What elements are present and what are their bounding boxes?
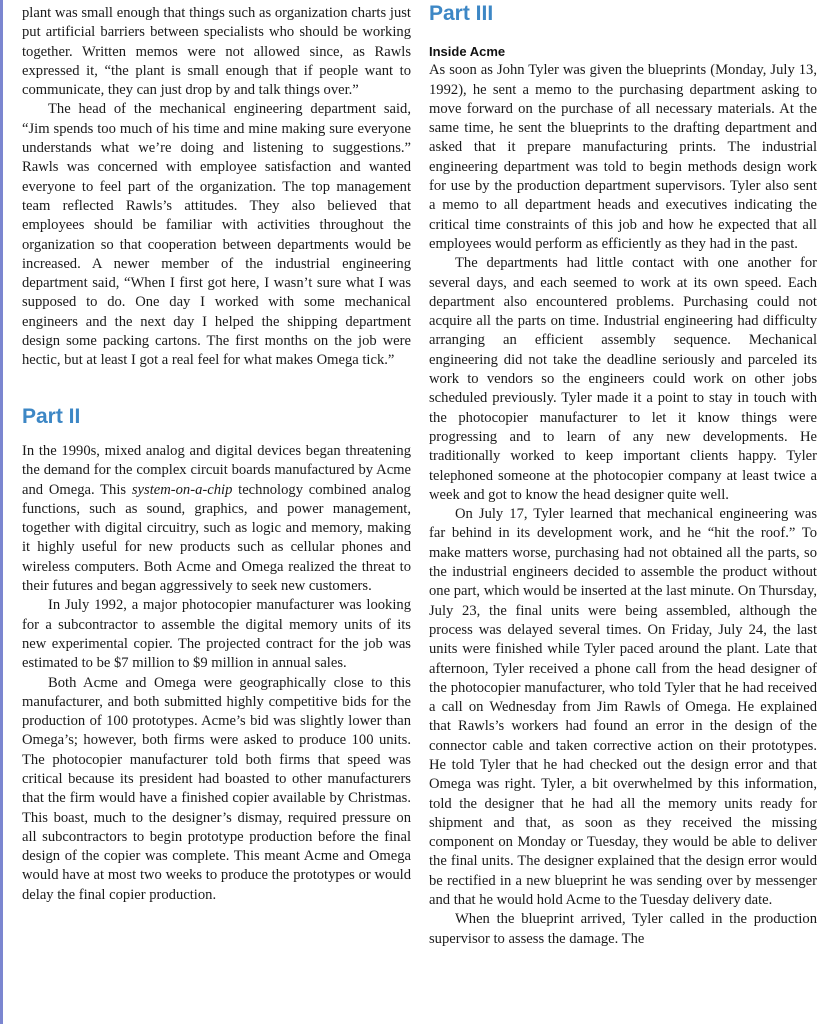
paragraph-bids: Both Acme and Omega were geographically close to this manufacturer, and both submitted highly competitive bids for the production of 100 prototypes. Acme’s bid was slightly lower than Omega’s; however, both firms were asked to produce 100 units. The photocopier manufacturer told both firms that speed was critical because its president had boasted to other manufacturers that the firm would have a finished copier available by Christmas. This boast, much to the designer’s dismay, required pressure on all subcontractors to begin prototype production before the final design of the copier was complete. This meant Acme and Omega would have at most two weeks to produce the prototypes or would delay the final copier production. [22,674,411,903]
part-iii-heading: Part III [429,2,494,25]
paragraph-1990s-before: In the 1990s, mixed analog and digital devices began threatening the demand for the complex circuit boards manufactured by Acme and Omega. This [22,442,411,498]
inside-acme-subheading: Inside Acme [429,44,506,60]
right-column [429,4,817,949]
paragraph-continuation: plant was small enough that things such as organization charts just put artificial barriers between specialists who should be working together. Written memos were not allowed since, as Rawls expressed it, “the plant is small enough that if people want to communicate, they can just drop by and talk things over.” [22,5,411,99]
system-on-a-chip-term: system-on-a-chip [131,481,233,498]
paragraph-blueprint-arrived: When the blueprint arrived, Tyler called in the production supervisor to assess the damage. The [429,911,817,947]
paragraph-july-1992: In July 1992, a major photocopier manufacturer was looking for a subcontractor to assemble the digital memory units of its new experimental copier. The projected contract for the job was estimated to be $7 million to $9 million in annual sales. [22,597,411,672]
page-edge-rule [0,0,3,1024]
left-column [22,4,411,905]
paragraph-1990s-after: technology combined analog functions, such as sound, graphics, and power management, together with digital circuitry, such as logic and memory, making it highly useful for new products such as cellular phones and wireless computers. Both Acme and Omega realized the threat to their futures and began aggressively to seek new customers. [22,481,411,595]
paragraph-departments: The departments had little contact with one another for several days, and each seemed to work at its own speed. Each department also encountered problems. Purchasing could not acquire all the parts on time. Industrial engineering had difficulty arranging an efficient assembly sequence. Mechanical engineering did not take the deadline seriously and parceled its work to vendors so the engineers could work on other jobs scheduled previously. Tyler made it a point to stay in touch with the photocopier manufacturer to let it know things were progressing and to learn of any new developments. He traditionally worked to keep important clients happy. Tyler telephoned someone at the photocopier company at least twice a week and got to know the head designer quite well. [429,255,817,503]
paragraph-mechanical-head: The head of the mechanical engineering department said, “Jim spends too much of his time and mine making sure everyone understands what we’re doing and listening to suggestions.” Rawls was concerned with employee satisfaction and wanted everyone to feel part of the organization. The top management team reflected Rawls’s attitudes. They also believed that employees should be familiar with activities throughout the organization so that cooperation between departments would be increased. A newer member of the industrial engineering department said, “When I first got here, I wasn’t sure what I was supposed to do. One day I worked with some mechanical engineers and the next day I helped the shipping department design some packing cartons. The first months on the job were hectic, but at least I got a real feel for what makes Omega tick.” [22,101,411,369]
paragraph-july-17: On July 17, Tyler learned that mechanical engineering was far behind in its development work, and he “hit the roof.” To make matters worse, purchasing had not obtained all the parts, so the industrial engineers decided to assemble the product without one part, which would be inserted at the last minute. On Thursday, July 23, the final units were being assembled, although the process was delayed several times. On Friday, July 24, the last units were finished while Tyler paced around the plant. Late that afternoon, Tyler received a phone call from the head designer of the photocopier manufacturer, who told Tyler that he had received a call on Wednesday from Jim Rawls of Omega. He explained that Rawls’s workers had found an error in the design of the connector cable and taken corrective action on their prototypes. He told Tyler that he had checked out the design error and that Omega was right. Tyler, a bit overwhelmed by this information, told the designer that he had all the memory units ready for shipment and that, as soon as they received the missing component on Monday or Tuesday, they would be able to deliver the final units. The designer explained that the design error would be rectified in a new blueprint he was sending over by messenger and that he would hold Acme to the Tuesday delivery date. [429,506,817,909]
paragraph-blueprints: As soon as John Tyler was given the blueprints (Monday, July 13, 1992), he sent a memo to the purchasing department asking to move forward on the purchase of all necessary materials. At the same time, he sent the blueprints to the drafting department and asked that it prepare manufacturing prints. The industrial engineering department was told to begin methods design work for use by the production department supervisors. Tyler also sent a memo to all department heads and executives indicating the critical time constraints of this job and how he expected that all employees would perform as efficiently as they had in the past. [429,62,817,252]
part-ii-heading: Part II [22,404,81,428]
paragraph-1990s [22,442,411,596]
